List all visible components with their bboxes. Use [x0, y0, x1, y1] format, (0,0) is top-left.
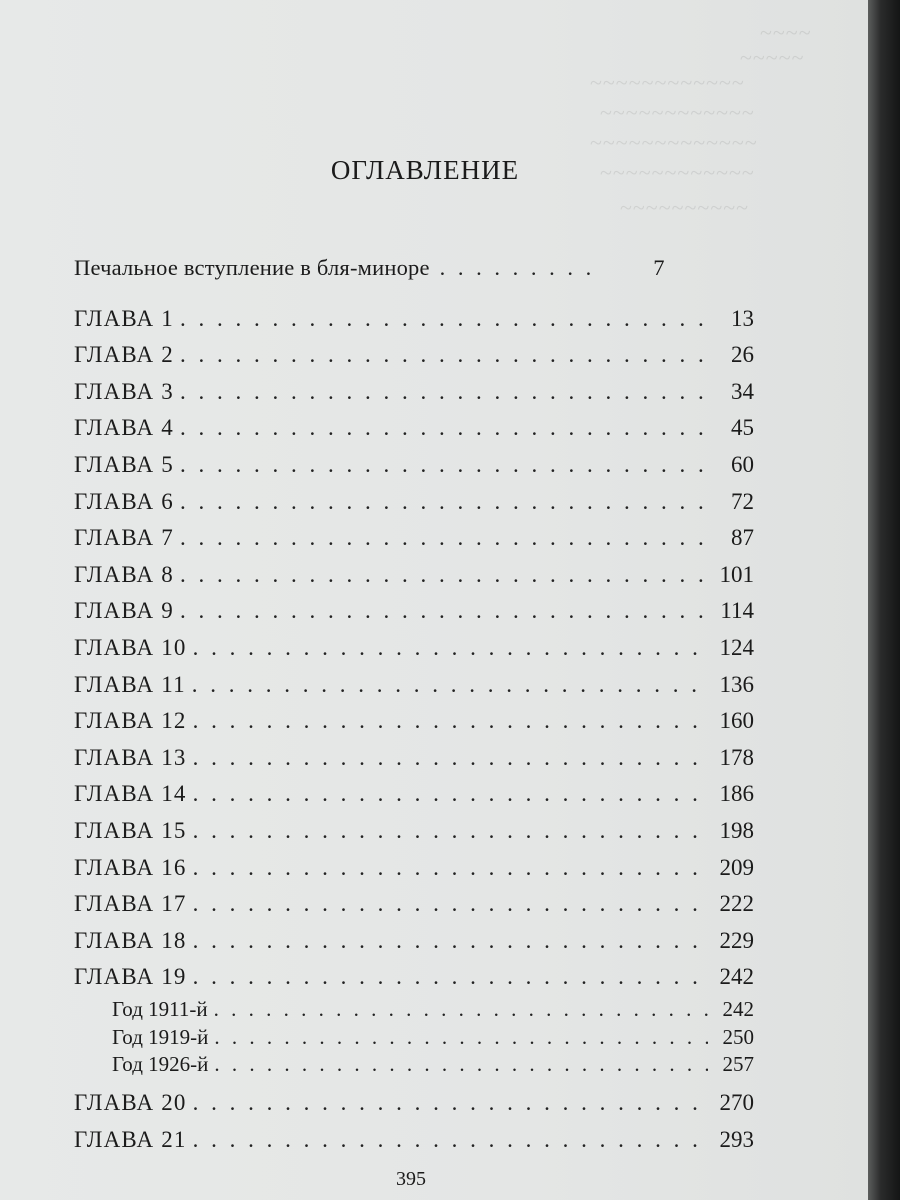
toc-entry-intro — [74, 250, 754, 287]
toc-entry-label: ГЛАВА 19 — [74, 964, 187, 990]
toc-entry-page: 229 — [719, 927, 754, 953]
toc-entry-label: ГЛАВА 21 — [74, 1126, 187, 1152]
toc-entry-page: 72 — [731, 488, 754, 514]
toc-subentry — [74, 1051, 754, 1079]
toc-entry-chapter — [74, 484, 754, 521]
toc-entry-chapter — [74, 593, 754, 630]
toc-entry-label: Год 1919-й — [112, 1024, 209, 1049]
toc-entry-chapter — [74, 850, 754, 887]
dot-leader — [180, 301, 708, 338]
dot-leader — [193, 1085, 708, 1122]
toc-entry-label: ГЛАВА 2 — [74, 342, 174, 368]
toc-entry-label: ГЛАВА 7 — [74, 525, 174, 551]
toc-entry-chapter — [74, 1122, 754, 1159]
bleed-through-text: ~~~~~~~~~~~~~ — [590, 130, 758, 155]
toc-entry-label: ГЛАВА 18 — [74, 927, 187, 953]
dot-leader — [193, 740, 708, 777]
toc-entry-page: 136 — [719, 671, 754, 697]
toc-entry-page: 178 — [719, 744, 754, 770]
dot-leader — [180, 337, 708, 374]
toc-entry-chapter — [74, 410, 754, 447]
dot-leader — [193, 776, 708, 813]
toc-entry-label: ГЛАВА 15 — [74, 817, 187, 843]
toc-entry-page: 7 — [653, 255, 665, 280]
toc-entry-label: ГЛАВА 1 — [74, 305, 174, 331]
toc-list — [74, 250, 754, 1158]
toc-entry-chapter — [74, 923, 754, 960]
dot-leader — [180, 593, 708, 630]
toc-entry-page: 34 — [731, 378, 754, 404]
toc-entry-chapter — [74, 886, 754, 923]
dot-leader — [193, 959, 708, 996]
bleed-through-text: ~~~~~~~~~~ — [620, 195, 750, 220]
toc-entry-page: 186 — [719, 781, 754, 807]
toc-entry-label: ГЛАВА 6 — [74, 488, 174, 514]
page-number: 395 — [396, 1168, 426, 1190]
dot-leader — [192, 667, 708, 704]
bleed-through-text: ~~~~~~~~~~~~ — [590, 70, 745, 95]
dot-leader — [193, 850, 708, 887]
toc-entry-label: ГЛАВА 9 — [74, 598, 174, 624]
toc-entry-page: 60 — [731, 451, 754, 477]
toc-entry-chapter — [74, 740, 754, 777]
dot-leader — [440, 250, 595, 287]
toc-entry-chapter — [74, 447, 754, 484]
bleed-through-text: ~~~~ — [760, 20, 812, 45]
toc-entry-chapter — [74, 301, 754, 338]
toc-entry-label: ГЛАВА 12 — [74, 708, 187, 734]
toc-entry-page: 26 — [731, 342, 754, 368]
toc-entry-page: 250 — [722, 1024, 754, 1049]
toc-entry-page: 13 — [731, 305, 754, 331]
toc-entry-page: 242 — [722, 996, 754, 1021]
toc-title: ОГЛАВЛЕНИЕ — [330, 155, 520, 185]
toc-entry-label: ГЛАВА 8 — [74, 561, 174, 587]
bleed-through-text: ~~~~~ — [740, 45, 805, 70]
toc-entry-chapter — [74, 374, 754, 411]
toc-entry-page: 124 — [719, 634, 754, 660]
toc-entry-label: ГЛАВА 4 — [74, 415, 174, 441]
toc-entry-page: 87 — [731, 525, 754, 551]
bleed-through-text: ~~~~~~~~~~~~ — [600, 100, 755, 125]
dot-leader — [180, 374, 708, 411]
dot-leader — [180, 410, 708, 447]
toc-entry-chapter — [74, 630, 754, 667]
toc-entry-chapter — [74, 557, 754, 594]
toc-entry-label: ГЛАВА 10 — [74, 634, 187, 660]
dot-leader — [193, 630, 708, 667]
toc-entry-label: ГЛАВА 14 — [74, 781, 187, 807]
toc-entry-label: ГЛАВА 20 — [74, 1090, 187, 1116]
toc-entry-page: 242 — [719, 964, 754, 990]
dot-leader — [214, 996, 708, 1024]
toc-entry-chapter — [74, 667, 754, 704]
dot-leader — [214, 1051, 708, 1079]
toc-entry-page: 222 — [719, 891, 754, 917]
toc-entry-chapter — [74, 520, 754, 557]
dot-leader — [180, 484, 708, 521]
toc-entry-label: Год 1911-й — [112, 996, 208, 1021]
dot-leader — [180, 520, 708, 557]
toc-entry-page: 45 — [731, 415, 754, 441]
toc-subentry — [74, 1024, 754, 1052]
toc-entry-chapter — [74, 703, 754, 740]
background-edge — [868, 0, 900, 1200]
toc-entry-label: Год 1926-й — [112, 1052, 209, 1077]
dot-leader — [193, 886, 708, 923]
toc-entry-label: ГЛАВА 5 — [74, 451, 174, 477]
toc-entry-page: 198 — [719, 817, 754, 843]
toc-entry-label: ГЛАВА 16 — [74, 854, 187, 880]
dot-leader — [193, 923, 708, 960]
dot-leader — [193, 703, 708, 740]
toc-entry-page: 160 — [719, 708, 754, 734]
dot-leader — [193, 813, 708, 850]
toc-entry-label: Печальное вступление в бля-миноре — [74, 255, 430, 280]
dot-leader — [180, 557, 708, 594]
dot-leader — [180, 447, 708, 484]
toc-entry-label: ГЛАВА 3 — [74, 378, 174, 404]
toc-subentry — [74, 996, 754, 1024]
toc-entry-chapter — [74, 337, 754, 374]
toc-entry-chapter — [74, 776, 754, 813]
toc-entry-page: 293 — [719, 1126, 754, 1152]
toc-entry-page: 101 — [719, 561, 754, 587]
toc-entry-page: 209 — [719, 854, 754, 880]
toc-entry-label: ГЛАВА 11 — [74, 671, 186, 697]
toc-entry-chapter — [74, 813, 754, 850]
toc-entry-page: 257 — [722, 1052, 754, 1077]
toc-entry-page: 114 — [720, 598, 754, 624]
toc-entry-label: ГЛАВА 17 — [74, 891, 187, 917]
toc-entry-page: 270 — [719, 1090, 754, 1116]
dot-leader — [193, 1122, 708, 1159]
toc-entry-chapter — [74, 1085, 754, 1122]
dot-leader — [214, 1024, 708, 1052]
toc-entry-label: ГЛАВА 13 — [74, 744, 187, 770]
bleed-through-text: ~~~~~~~~~~~~ — [600, 160, 755, 185]
toc-entry-chapter — [74, 959, 754, 996]
